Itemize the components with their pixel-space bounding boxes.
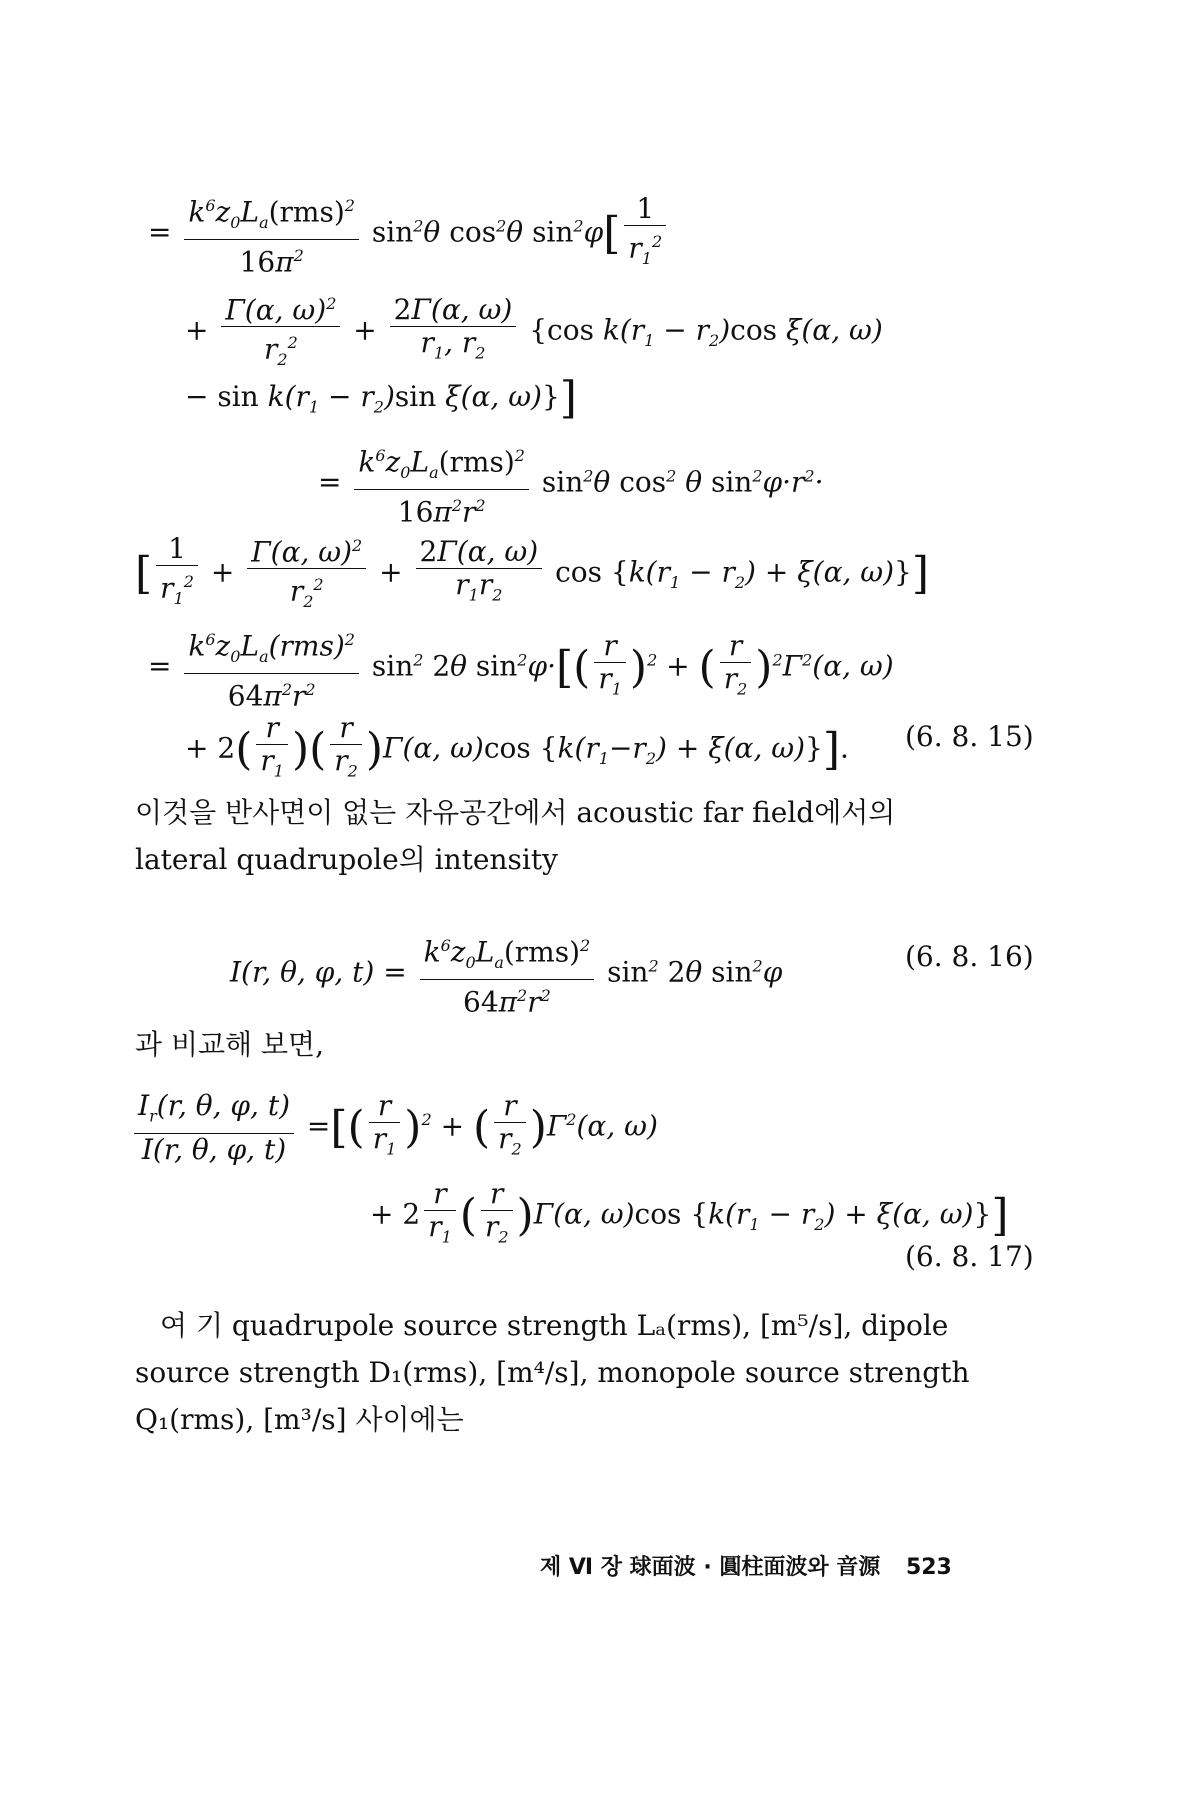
equation-number: (6. 8. 16) — [905, 940, 1034, 973]
eq15-line3: − $\sin k(r_1 - r_2)\sin$ ξ(α, ω)}] — [185, 372, 577, 424]
paragraph-line: lateral quadrupole의 intensity — [135, 843, 558, 876]
eq15-line5: [ $\frac{1}{r_1^2}$ + $\frac{\Gamma(\alpha, \omega)^2}{r_2^2}$ + $\frac{2\Gamma(\alpha, \omega)}{r_1r_2}$ $\cos \{k(r_1 - r_2) + \xi(\alpha$, ω)}] — [135, 530, 929, 618]
equation-number: (6. 8. 17) — [905, 1240, 1034, 1273]
eq15-line6: = $\frac{k^6z_0L_a(rms)^2}{64\pi^2r^2}$ $\sin^2 2\theta$ $\sin^2\varphi\cdot$[( $\frac{r}{r_1}$ )$^2$ + ( $\frac{r}{r_2}$ )$^2\Gamma^2(\alpha$, ω) — [148, 624, 894, 712]
paragraph-line: 여 기 quadrupole source strength Lₐ(rms), [m⁵/s], dipole — [160, 1309, 949, 1342]
paragraph-line: 과 비교해 보면, — [135, 1028, 324, 1061]
page-number: 523 — [905, 1555, 952, 1580]
eq17-line2: + 2 $\frac{r}{r_1}$ ( $\frac{r}{r_2}$ )Γ(α, ω)cos {$k(r_1 - r_2) + \xi(\alpha$, ω)}] — [370, 1177, 1009, 1247]
eq16-line: I(r, θ, φ, t) = $\frac{k^6z_0L_a(rms)^2}{64\pi^2r^2}$ $\sin^2 2\theta$ $\sin^2\varphi$ — [230, 930, 782, 1018]
eq15-line2: + $\frac{\Gamma(\alpha, \omega)^2}{r_2^2}$ + $\frac{2\Gamma(\alpha, \omega)}{r_1, r_2}$ {cos $k(r_1 - r_2)\cos$ ξ(α, ω) — [185, 288, 883, 376]
equation-number: (6. 8. 15) — [905, 720, 1034, 753]
running-footer — [540, 1550, 952, 1581]
eq15-line7: + 2( $\frac{r}{r_1}$ )( $\frac{r}{r_2}$ )Γ(α, ω)cos {$k(r_1-r_2) + \xi(\alpha$, ω)}]. — [185, 711, 849, 781]
paragraph-line: 이것을 반사면이 없는 자유공간에서 acoustic far field에서의 — [135, 796, 896, 829]
paragraph-line: Q₁(rms), [m³/s] 사이에는 — [135, 1403, 464, 1436]
eq17-line1: $\frac{I_r(r, \theta, \varphi, t)}{I(r, \theta, \varphi, t)}$ =[( $\frac{r}{r_1}$ )$^2$ + ( $\frac{r}{r_2}$ )$\Gamma^2(\alpha$, ω) — [130, 1090, 658, 1166]
eq15-line4: = $\frac{k^6z_0L_a(rms)^2}{16\pi^2r^2}$ $\sin^2\theta$ $\cos^2 \theta$ $\sin^2\varphi\cdot r^2\cdot$ — [318, 440, 824, 528]
eq15-line1: = $\frac{k^6z_0L_a(rms)^2}{16\pi^2}$ $\sin^2\theta$ $\cos^2\theta$ $\sin^2\varphi$[ $\frac{1}{r_1^2}$ — [148, 190, 670, 278]
chapter-title: 제 Ⅵ 장 球面波 · 圓柱面波와 音源 — [540, 1555, 881, 1580]
paragraph-line: source strength D₁(rms), [m⁴/s], monopole source strength — [135, 1356, 970, 1389]
